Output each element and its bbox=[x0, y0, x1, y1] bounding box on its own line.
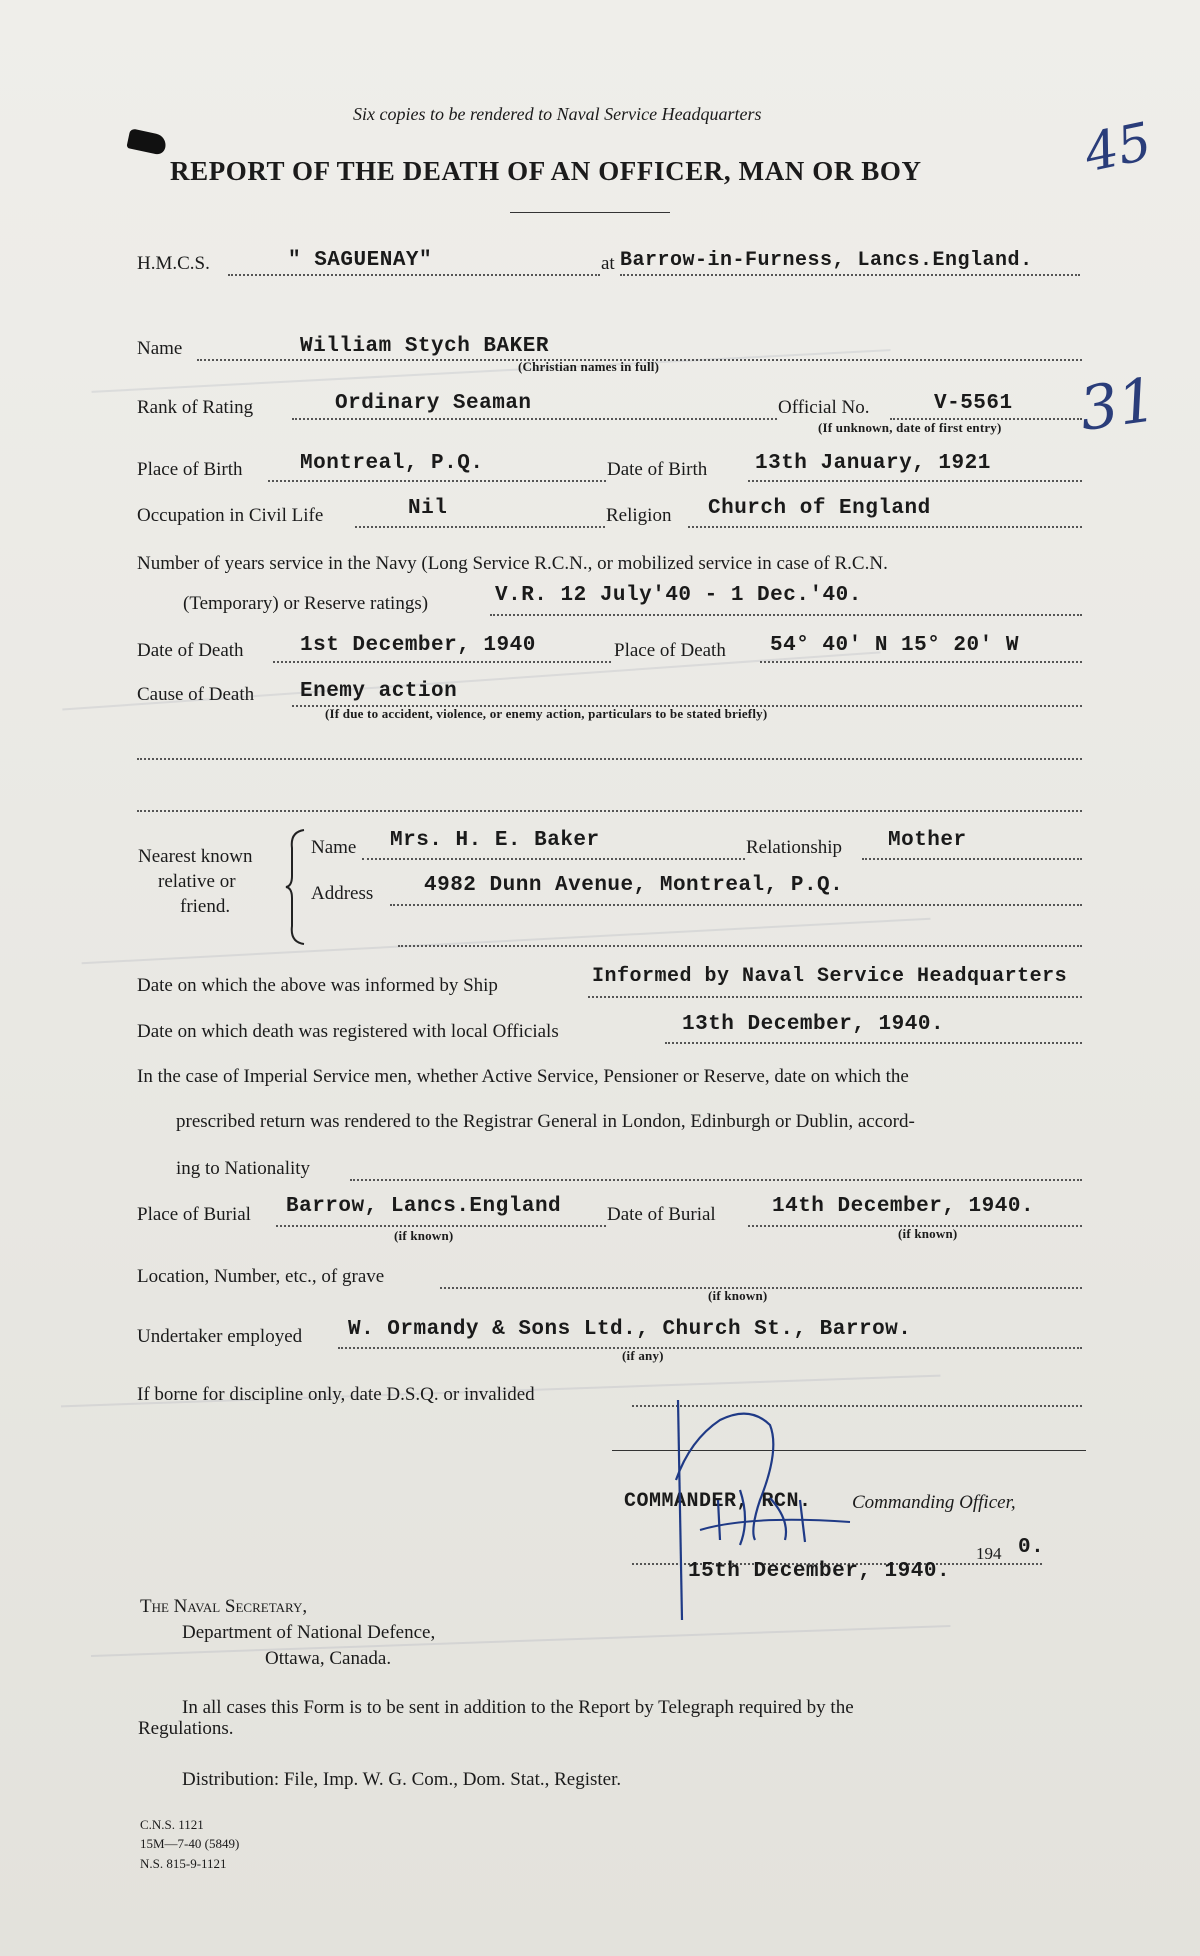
name-value: William Stych BAKER bbox=[300, 335, 549, 358]
informed-value: Informed by Naval Service Headquarters bbox=[592, 965, 1068, 988]
form-code-3: N.S. 815-9-1121 bbox=[140, 1856, 227, 1871]
nearest-known-label: Nearest known bbox=[138, 846, 253, 867]
burial-date-if-known: (if known) bbox=[898, 1226, 958, 1241]
service-value: V.R. 12 July'40 - 1 Dec.'40. bbox=[495, 584, 862, 607]
registered-label: Date on which death was registered with local Officials bbox=[137, 1021, 559, 1042]
hmcs-label: H.M.C.S. bbox=[137, 253, 210, 274]
cause-extra-line-1 bbox=[137, 758, 1082, 760]
page-title: REPORT OF THE DEATH OF AN OFFICER, MAN OR BOY bbox=[170, 156, 922, 186]
discipline-label: If borne for discipline only, date D.S.Q. or invalided bbox=[137, 1384, 535, 1405]
relationship-value: Mother bbox=[888, 829, 967, 852]
date-of-death-value: 1st December, 1940 bbox=[300, 634, 536, 657]
signature-graphic bbox=[660, 1380, 860, 1630]
place-of-birth-field-line bbox=[268, 480, 606, 482]
date-of-death-field-line bbox=[273, 661, 611, 663]
place-of-birth-value: Montreal, P.Q. bbox=[300, 452, 484, 475]
undertaker-label: Undertaker employed bbox=[137, 1326, 303, 1347]
place-of-burial-label: Place of Burial bbox=[137, 1204, 251, 1225]
imperial-label-line2: prescribed return was rendered to the Registrar General in London, Edinburgh or Dublin, accord- bbox=[176, 1111, 915, 1132]
cause-extra-line-2 bbox=[137, 810, 1082, 812]
occupation-value: Nil bbox=[408, 497, 448, 520]
imperial-field-line bbox=[350, 1179, 1082, 1181]
registered-value: 13th December, 1940. bbox=[682, 1013, 945, 1036]
addressee-line3: Ottawa, Canada. bbox=[265, 1648, 392, 1669]
grave-label: Location, Number, etc., of grave bbox=[137, 1266, 385, 1287]
telegraph-note-line2: Regulations. bbox=[138, 1718, 234, 1739]
official-no-value: V-5561 bbox=[934, 392, 1013, 415]
relative-name-field-line bbox=[362, 858, 745, 860]
service-label-line2: (Temporary) or Reserve ratings) bbox=[183, 593, 429, 614]
relationship-field-line bbox=[862, 858, 1082, 860]
rank-value: Ordinary Seaman bbox=[335, 392, 532, 415]
relative-name-value: Mrs. H. E. Baker bbox=[390, 829, 600, 852]
rank-label: Rank of Rating bbox=[137, 397, 254, 418]
form-code-2: 15M—7-40 (5849) bbox=[140, 1836, 240, 1851]
cause-of-death-note: (If due to accident, violence, or enemy action, particulars to be stated briefly) bbox=[325, 706, 768, 721]
relative-brace bbox=[284, 828, 306, 946]
at-field-line bbox=[620, 274, 1080, 276]
religion-field-line bbox=[688, 526, 1082, 528]
signed-date-value: 15th December, 1940. bbox=[688, 1560, 951, 1583]
relative-name-label: Name bbox=[311, 837, 357, 858]
place-of-death-value: 54° 40' N 15° 20' W bbox=[770, 634, 1019, 657]
date-of-death-label: Date of Death bbox=[137, 640, 244, 661]
date-of-burial-label: Date of Burial bbox=[607, 1204, 716, 1225]
occupation-field-line bbox=[355, 526, 605, 528]
informed-field-line bbox=[588, 996, 1082, 998]
cause-of-death-value: Enemy action bbox=[300, 680, 458, 703]
at-label: at bbox=[601, 253, 615, 274]
form-code-1: C.N.S. 1121 bbox=[140, 1817, 204, 1832]
header-note: Six copies to be rendered to Naval Service Headquarters bbox=[353, 104, 762, 124]
name-label: Name bbox=[137, 338, 183, 359]
distribution-line: Distribution: File, Imp. W. G. Com., Dom. Stat., Register. bbox=[182, 1769, 622, 1790]
telegraph-note-line1: In all cases this Form is to be sent in addition to the Report by Telegraph required by the bbox=[182, 1697, 854, 1718]
rank-field-line bbox=[292, 418, 777, 420]
at-value: Barrow-in-Furness, Lancs.England. bbox=[620, 249, 1033, 272]
registered-field-line bbox=[665, 1042, 1082, 1044]
title-rule bbox=[510, 212, 670, 213]
imperial-label-line3: ing to Nationality bbox=[176, 1158, 311, 1179]
hmcs-field-line bbox=[228, 274, 600, 276]
commander-value: COMMANDER, RCN. bbox=[624, 1490, 812, 1513]
informed-label: Date on which the above was informed by Ship bbox=[137, 975, 498, 996]
margin-number-side: 31 bbox=[1075, 365, 1161, 445]
margin-number-top: 45 bbox=[1079, 111, 1157, 185]
occupation-label: Occupation in Civil Life bbox=[137, 505, 324, 526]
service-field-line bbox=[490, 614, 1082, 616]
place-of-burial-value: Barrow, Lancs.England bbox=[286, 1195, 562, 1218]
place-of-burial-field-line bbox=[276, 1225, 606, 1227]
punch-hole-mark bbox=[126, 128, 167, 155]
hmcs-value: " SAGUENAY" bbox=[288, 249, 433, 272]
year-suffix-value: 0. bbox=[1018, 1536, 1045, 1559]
religion-value: Church of England bbox=[708, 497, 931, 520]
address-label: Address bbox=[311, 883, 374, 904]
religion-label: Religion bbox=[606, 505, 672, 526]
undertaker-if-any: (if any) bbox=[622, 1348, 664, 1363]
cause-of-death-label: Cause of Death bbox=[137, 684, 255, 705]
address-value: 4982 Dunn Avenue, Montreal, P.Q. bbox=[424, 874, 844, 897]
undertaker-field-line bbox=[338, 1347, 1082, 1349]
place-of-death-label: Place of Death bbox=[614, 640, 726, 661]
friend-label: friend. bbox=[180, 896, 231, 917]
christian-names-note: (Christian names in full) bbox=[518, 359, 660, 374]
burial-place-if-known: (if known) bbox=[394, 1228, 454, 1243]
undertaker-value: W. Ormandy & Sons Ltd., Church St., Barrow. bbox=[348, 1318, 912, 1341]
relationship-label: Relationship bbox=[746, 837, 843, 858]
service-label-line1: Number of years service in the Navy (Long Service R.C.N., or mobilized service in case of R.C.N. bbox=[137, 553, 888, 574]
address-field-line-1 bbox=[390, 904, 1082, 906]
address-field-line-2 bbox=[398, 945, 1082, 947]
addressee-line1: The Naval Secretary, bbox=[140, 1596, 308, 1617]
official-no-label: Official No. bbox=[778, 397, 870, 418]
date-of-burial-value: 14th December, 1940. bbox=[772, 1195, 1035, 1218]
addressee-line2: Department of National Defence, bbox=[182, 1622, 436, 1643]
relative-or-label: relative or bbox=[158, 871, 236, 892]
place-of-birth-label: Place of Birth bbox=[137, 459, 243, 480]
commanding-officer-label: Commanding Officer, bbox=[852, 1492, 1016, 1513]
official-no-note: (If unknown, date of first entry) bbox=[818, 420, 1002, 435]
date-of-birth-value: 13th January, 1921 bbox=[755, 452, 991, 475]
grave-if-known: (if known) bbox=[708, 1288, 768, 1303]
imperial-label-line1: In the case of Imperial Service men, whether Active Service, Pensioner or Reserve, date on which the bbox=[137, 1066, 909, 1087]
date-of-birth-label: Date of Birth bbox=[607, 459, 708, 480]
date-of-birth-field-line bbox=[748, 480, 1082, 482]
place-of-death-field-line bbox=[760, 661, 1082, 663]
year-prefix: 194 bbox=[976, 1544, 1002, 1563]
